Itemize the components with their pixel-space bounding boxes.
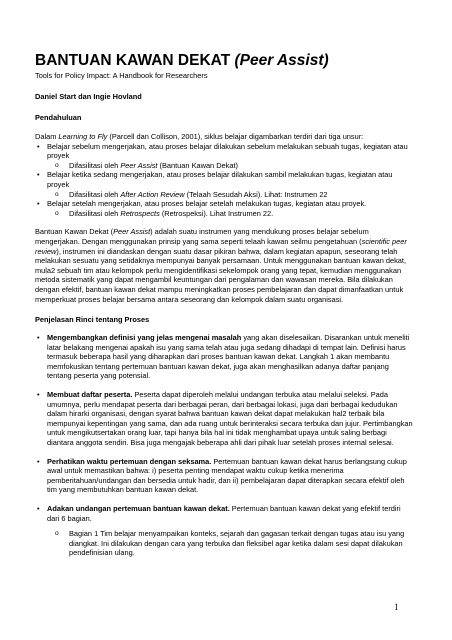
sub-list-item: o Difasilitasi oleh Retrospects (Retrospeksi). Lihat Instrumen 22. — [47, 209, 415, 219]
title-italic: (Peer Assist) — [234, 52, 329, 69]
intro-paragraph-1: Dalam Learning to Fly (Parcell dan Collison, 2001), siklus belajar digambarkan terdiri dari tiga unsur: — [35, 132, 364, 141]
document-page — [35, 52, 415, 558]
intro-paragraph-2: Bantuan Kawan Dekat (Peer Assist) adalah suatu instrumen yang mendukung proses belajar sebelum mengerjakan. Dengan menggunakan prinsip yang sama seperti telaah kawan seilmu pengetahuan (scientific peer review), instrumen ini diandaskan dengan suatu dasar pikiran bahwa, dalam kegiatan apapun, seseorang telah melakukan sesuatu yang setidaknya mempunyai banyak persamaan. Untuk menggunakan bantuan kawan dekat, mula2 sebuah tim atau kelompok perlu mengidentifikasi sekelompok orang yang tepat, kemudian menggunakan metoda sistematik yang dapat mengambil keuntungan dari pengalaman dan wawasan mereka. Bila dilakukan dengan efektif, bantuan kawan dekat mampu meningkatkan proses pembelajaran dan dapat dimanfaatkan untuk memperkuat proses belajar bersama antara seseorang dan kelompok dalam suatu organisasi. — [35, 227, 407, 304]
process-step: • Mengembangkan definisi yang jelas mengenai masalah yang akan diselesaikan. Disarankan untuk meneliti latar belakang mengenai apakah isu yang sama telah atau juga sedang dihadapi di tempat lain. Definisi harus termasuk beberapa hasil yang diharapkan dari proses bantuan kawan dekat. Langkah 1 akan membantu memfokuskan tentang pertemuan bantuan kawan dekat, juga akan menghasilkan adanya daftar panjang tentang peserta yang potensial. — [35, 333, 415, 381]
list-item: • Belajar setelah mengerjakan, atau proses belajar setelah melakukan tugas, kegiatan atau proyek. o Difasilitasi oleh Retrospects (Retrospeksi). Lihat Instrumen 22. — [35, 199, 415, 218]
process-step: • Adakan undangan pertemuan bantuan kawan dekat. Pertemuan bantuan kawan dekat yang efektif terdiri dari 6 bagian. o Bagian 1 Tim belajar menyampaikan konteks, sejarah dan gagasan terkait dengan tugas atau isu yang diangkat. Ini dilakukan dengan cara yang terbuka dan fleksibel agar ketika dalam sesi dapat dilakukan pendefinisian ulang. — [35, 504, 415, 558]
list-item: • Belajar sebelum mengerjakan, atau proses belajar dilakukan sebelum melakukan sebuah tugas, kegiatan atau proyek o Difasilitasi oleh Peer Assist (Bantuan Kawan Dekat) — [35, 142, 415, 171]
learning-cycle-list — [35, 142, 415, 219]
process-step: • Membuat daftar peserta. Peserta dapat diperoleh melalui undangan terbuka atau melalui seleksi. Pada umumnya, perlu mendapat peserta dari berbagai peran, dari berbagai lokasi, juga dari berbagai kedudukan dalam hirarki organisasi, dengan syarat bahwa bantuan kawan dekat dapat melakukan hal2 terbaik bila mempunyai kepentingan yang sama, dan ada ruang untuk berinteraksi secara terbuka dan jujur. Pertimbangkan untuk mengikutsertakan orang luar, tapi hanya bila hal ini tidak menghambat upaya untuk saling berbagi diantara anggota sendiri. Bisa juga mengajak beberapa ahli dari pihak luar setelah proses internal selesai. — [35, 390, 415, 448]
section-heading-proses: Penjelasan Rinci tentang Proses — [35, 315, 150, 325]
document-title — [35, 52, 415, 70]
sub-list-item: o Difasilitasi oleh After Action Review (Telaah Sesudah Aksi). Lihat: Instrumen 22 — [47, 190, 415, 200]
section-heading-pendahuluan: Pendahuluan — [35, 113, 82, 122]
list-item: • Belajar ketika sedang mengerjakan, atau proses belajar dilakukan sambil melakukan tugas, kegiatan atau proyek o Difasilitasi oleh After Action Review (Telaah Sesudah Aksi). Lihat: Instrumen 22 — [35, 170, 415, 199]
page-number: 1 — [394, 602, 399, 612]
document-subtitle: Tools for Policy Impact: A Handbook for Researchers — [35, 71, 208, 80]
document-authors: Daniel Start dan Ingie Hovland — [35, 92, 142, 101]
sub-list-item: o Difasilitasi oleh Peer Assist (Bantuan Kawan Dekat) — [47, 161, 415, 171]
title-main: BANTUAN KAWAN DEKAT — [35, 52, 235, 69]
process-steps-list — [35, 333, 415, 558]
sub-list-item: o Bagian 1 Tim belajar menyampaikan konteks, sejarah dan gagasan terkait dengan tugas atau isu yang diangkat. Ini dilakukan dengan cara yang terbuka dan fleksibel agar ketika dalam sesi dapat dilakukan pendefinisian ulang. — [47, 529, 415, 558]
process-step: • Perhatikan waktu pertemuan dengan seksama. Pertemuan bantuan kawan dekat harus berlangsung cukup awal untuk memastikan bahwa: i) peserta penting mendapat waktu cukup ketika menerima pemberitahuan/undangan dan bersedia untuk hadir, dan ii) pembelajaran dapat diterapkan secara efektif oleh tim yang membutuhkan bantuan kawan dekat. — [35, 457, 415, 495]
